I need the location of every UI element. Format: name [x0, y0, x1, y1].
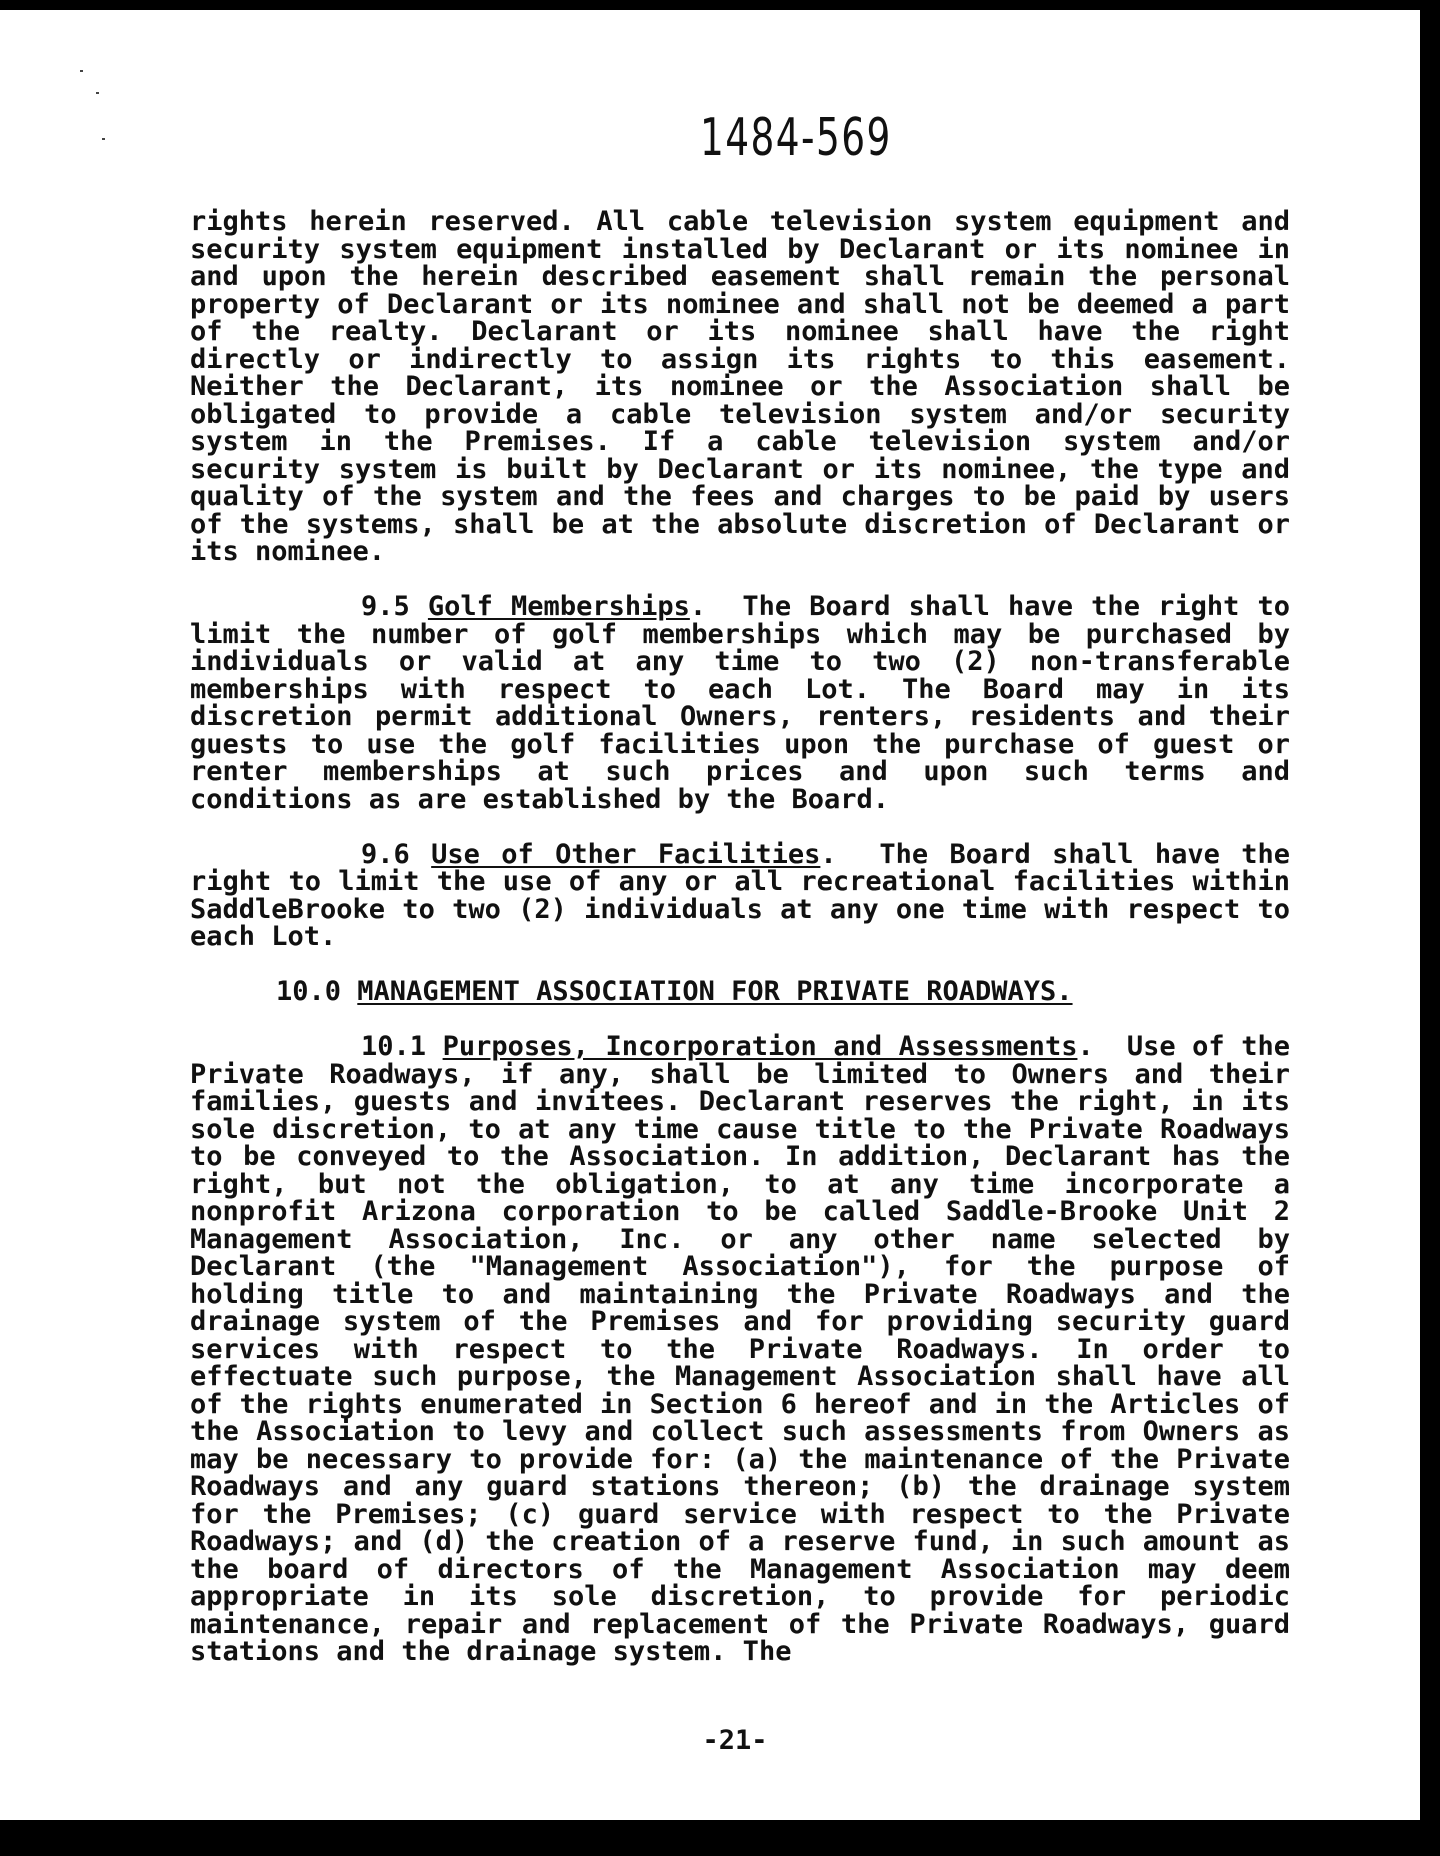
- document-stamp-number: 1484-569: [700, 108, 892, 168]
- heading-number: 10.0: [276, 976, 342, 1007]
- section-number: 9.5: [361, 591, 410, 622]
- section-title: Golf Memberships: [427, 591, 690, 622]
- intro-paragraph: rights herein reserved. All cable television system equipment and security system equipment installed by Declarant or its nominee in and upon the herein described easement shall remain the personal property of Declarant or its nominee and shall not be deemed a part of the realty. Declarant or its nominee shall have the right directly or indirectly to assign its rights to this easement. Neither the Declarant, its nominee or the Association shall be obligated to provide a cable television system and/or security system in the Premises. If a cable television system and/or security system is built by Declarant or its nominee, the type and quality of the system and the fees and charges to be paid by users of the systems, shall be at the absolute discretion of Declarant or its nominee.: [190, 206, 1290, 567]
- section-10-heading: [190, 978, 1290, 1006]
- section-text: The Board shall have the right to limit the number of golf memberships which may be purchased by individuals or valid at any time to two (2) non-transferable memberships with respect to each Lot. The Board may in its discretion permit additional Owners, renters, residents and their guests to use the golf facilities upon the purchase of guest or renter memberships at such prices and upon such terms and conditions as are established by the Board.: [190, 591, 1290, 815]
- section-9-5: 9.5 Golf Memberships. The Board shall have the right to limit the number of golf memberships which may be purchased by individuals or valid at any time to two (2) non-transferable memberships with respect to each Lot. The Board may in its discretion permit additional Owners, renters, residents and their guests to use the golf facilities upon the purchase of guest or renter memberships at such prices and upon such terms and conditions as are established by the Board.: [190, 591, 1290, 815]
- section-9-6: 9.6 Use of Other Facilities. The Board shall have the right to limit the use of any or all recreational facilities within SaddleBrooke to two (2) individuals at any one time with respect to each Lot.: [190, 838, 1290, 952]
- section-number: 9.6: [361, 838, 410, 870]
- section-number: 10.1: [361, 1031, 427, 1062]
- section-text: The Board shall have the right to limit the use of any or all recreational facilities within SaddleBrooke to two (2) individuals at any one time with respect to each Lot.: [190, 838, 1290, 952]
- section-title: Use of Other Facilities: [431, 838, 821, 870]
- section-text: Use of the Private Roadways, if any, shall be limited to Owners and their families, guests and invitees. Declarant reserves the right, in its sole discretion, to at any time cause title to the Private Roadways to be conveyed to the Association. In addition, Declarant has the right, but not the obligation, to at any time incorporate a nonprofit Arizona corporation to be called Saddle-Brooke Unit 2 Management Association, Inc. or any other name selected by Declarant (the "Management Association"), for the purpose of holding title to and maintaining the Private Roadways and the drainage system of the Premises and for providing security guard services with respect to the Private Roadways. In order to effectuate such purpose, the Management Association shall have all of the rights enumerated in Section 6 hereof and in the Articles of the Association to levy and collect such assessments from Owners as may be necessary to provide for: (a) the maintenance of the Private Roadways and any guard stations thereon; (b) the drainage system for the Premises; (c) guard service with respect to the Private Roadways; and (d) the creation of a reserve fund, in such amount as the board of directors of the Management Association may deem appropriate in its sole discretion, to provide for periodic maintenance, repair and replacement of the Private Roadways, guard stations and the drainage system. The: [190, 1031, 1290, 1667]
- section-10-1: 10.1 Purposes, Incorporation and Assessments. Use of the Private Roadways, if any, shall be limited to Owners and their families, guests and invitees. Declarant reserves the right, in its sole discretion, to at any time cause title to the Private Roadways to be conveyed to the Association. In addition, Declarant has the right, but not the obligation, to at any time incorporate a nonprofit Arizona corporation to be called Saddle-Brooke Unit 2 Management Association, Inc. or any other name selected by Declarant (the "Management Association"), for the purpose of holding title to and maintaining the Private Roadways and the drainage system of the Premises and for providing security guard services with respect to the Private Roadways. In order to effectuate such purpose, the Management Association shall have all of the rights enumerated in Section 6 hereof and in the Articles of the Association to levy and collect such assessments from Owners as may be necessary to provide for: (a) the maintenance of the Private Roadways and any guard stations thereon; (b) the drainage system for the Premises; (c) guard service with respect to the Private Roadways; and (d) the creation of a reserve fund, in such amount as the board of directors of the Management Association may deem appropriate in its sole discretion, to provide for periodic maintenance, repair and replacement of the Private Roadways, guard stations and the drainage system. The: [190, 1031, 1290, 1667]
- document-page: [0, 10, 1420, 1820]
- heading-title: MANAGEMENT ASSOCIATION FOR PRIVATE ROADWAYS.: [357, 976, 1073, 1007]
- scan-speck: [80, 70, 83, 72]
- scan-speck: [102, 138, 105, 140]
- page-number: -21-: [702, 1725, 768, 1756]
- section-title: Purposes, Incorporation and Assessments: [442, 1031, 1078, 1062]
- scan-speck: [96, 92, 99, 94]
- document-body: [190, 208, 1290, 1693]
